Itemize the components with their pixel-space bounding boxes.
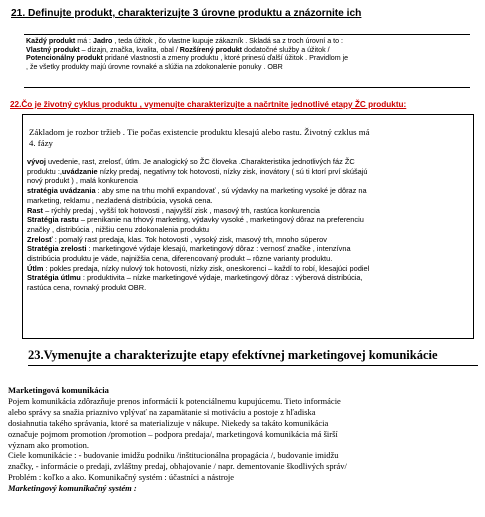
product-levels-text: Rozšírený produkt — [179, 45, 243, 54]
life-cycle-line-7 — [27, 215, 364, 224]
life-cycle-text: – prenikanie na trhový marketing, výdavky vysoké , marketingový dôraz na preferenciu — [78, 215, 364, 225]
life-cycle-text: : pomalý rast predaja, klas. Tok hotovosti , vysoký zisk, masový trh, mnoho súperov — [52, 234, 327, 244]
life-cycle-text: produktu :, — [27, 166, 62, 176]
heading-question-21-text: 21. Definujte produkt, charakterizujte 3 úrovne produktu a znázornite ich — [11, 8, 362, 19]
product-levels-text: pridané vlastnosti a zmeny produktu , ktoré prinesú ďalší úžitok . Pravidlom je — [102, 54, 349, 63]
product-levels-text: Jadro — [93, 37, 113, 45]
life-cycle-text: Útlm — [27, 263, 44, 273]
marketing-communication-line-3 — [8, 407, 316, 418]
life-cycle-text: : marketingové výdaje klesajú, marketingový dôraz : vernosť značke , intenzívna — [86, 244, 351, 254]
product-levels-text: má : — [75, 37, 94, 45]
life-cycle-text: : aby sme na trhu mohli expandovať , sú výdavky na marketing vysoké je dôraz na — [95, 186, 367, 196]
marketing-communication-text: značky, - informácie o predaji, zvláštny predaj, obhajovanie / napr. dementovanie škodlivých správ/ — [8, 461, 347, 472]
marketing-communication-text: Marketingová komunikácia — [8, 385, 109, 395]
life-cycle-text: Stratégia rastu — [27, 215, 79, 225]
product-levels-text: , teda úžitok , čo vlastne kupuje zákazník . Skladá sa z troch úrovní a to : — [112, 37, 344, 45]
life-cycle-line-11 — [27, 254, 332, 263]
marketing-communication-line-5 — [8, 429, 338, 440]
marketing-communication-text: alebo správy sa snažia priaznivo vplývať na zapamätanie si motiváciu a postoje z hľadiska — [8, 406, 316, 417]
life-cycle-line-1 — [27, 157, 355, 166]
life-cycle-text: uvedenie, rast, zrelosť, útlm. Je analogický so ŽC človeka .Charakteristika jednotlivých fáz ŽC — [45, 157, 355, 166]
life-cycle-line-2 — [27, 167, 368, 176]
life-cycle-line-9 — [27, 235, 327, 244]
marketing-communication-text: význam ako promotion. — [8, 439, 89, 450]
heading-question-22: 22.Čo je životný cyklus produktu , vymenujte charakterizujte a načrtnite jednotlivé etapy ŽC produktu: — [10, 100, 407, 109]
product-levels-text: Vlastný produkt — [26, 45, 80, 54]
life-cycle-text: marketing, reklamu , nezladená distribúcia, vysoká cena. — [27, 195, 213, 205]
life-cycle-text: Zrelosť — [27, 234, 53, 244]
product-levels-text: Každý produkt — [26, 37, 76, 45]
marketing-communication-line-9 — [8, 472, 234, 483]
product-levels-line-1 — [26, 37, 343, 46]
heading-question-21 — [11, 8, 481, 19]
product-levels-text: , že všetky produkty majú úrovne rovnaké a slúžia na zdokonalenie ponuky . OBR — [26, 63, 283, 72]
life-cycle-text: Stratégia útlmu — [27, 273, 81, 283]
marketing-communication-line-8 — [8, 461, 347, 472]
marketing-communication-line-4 — [8, 418, 328, 429]
marketing-communication-line-7 — [8, 450, 338, 461]
product-levels-line-2 — [26, 46, 330, 55]
life-cycle-text: rastúca cena, rovnaký produkt OBR. — [27, 283, 147, 293]
life-cycle-intro-line-1: Základom je rozbor tržieb . Tie počas existencie produktu klesajú alebo rastu. Životný czklus má — [29, 127, 370, 137]
life-cycle-line-4 — [27, 186, 367, 195]
life-cycle-text: distribúcia produktu je váde, najnižšia cena, diferencovaný produkt – rôzne varianty produktu. — [27, 254, 333, 263]
marketing-communication-line-2 — [8, 396, 341, 407]
product-levels-text: – dizajn, značka, kvalita, obal / — [79, 45, 180, 54]
life-cycle-text: stratégia uvádzania — [27, 186, 96, 196]
product-levels-text: dodatočné služby a úžitok / — [242, 45, 330, 54]
life-cycle-text: Stratégia zrelosti — [27, 244, 87, 254]
life-cycle-line-5 — [27, 196, 213, 205]
life-cycle-line-3 — [27, 176, 138, 185]
marketing-communication-line-10 — [8, 483, 137, 494]
product-levels-text: Potencionálny produkt — [26, 54, 103, 63]
marketing-communication-line-1 — [8, 385, 109, 396]
life-cycle-text: nízky predaj, negatívny tok hotovosti, nízky zisk, inovátory ( sú ti ktorí prví skúšajú — [97, 166, 368, 176]
marketing-communication-line-6 — [8, 440, 89, 451]
marketing-communication-text: Marketingový komunikačný systém : — [8, 483, 137, 494]
life-cycle-text: : produktivita – nízke marketingové výdaje, marketingový dôraz : výberová distribúcia, — [80, 273, 363, 283]
life-cycle-intro-line-2: 4. fázy — [29, 138, 53, 148]
life-cycle-text: – rýchly predaj , vyšší tok hotovosti , najvyšší zisk , masový trh, rastúca konkurencia — [43, 205, 320, 215]
life-cycle-line-8 — [27, 225, 209, 234]
life-cycle-text: uvádzanie — [61, 166, 98, 176]
life-cycle-text: : pokles predaja, nízky nulový tok hotovosti, nízky zisk, oneskorenci – každí to robí, klesajúci podiel — [43, 263, 370, 273]
marketing-communication-text: Ciele komunikácie : - budovanie imidžu podniku /inštitucionálna propagácia /, budovanie imidžu — [8, 450, 339, 461]
life-cycle-line-6 — [27, 206, 320, 215]
marketing-communication-text: dosiahnutia takého správania, ktoré sa materializuje v nákupe. Niekedy sa takáto komunikácia — [8, 417, 329, 428]
heading-question-23: 23.Vymenujte a charakterizujte etapy efektívnej marketingovej komunikácie — [28, 348, 478, 366]
life-cycle-line-14 — [27, 283, 146, 292]
marketing-communication-text: Pojem komunikácia zdôrazňuje prenos informácií k potenciálnemu kupujúcemu. Tieto informácie — [8, 395, 341, 406]
product-levels-line-3 — [26, 54, 348, 63]
life-cycle-line-13 — [27, 273, 363, 282]
product-life-cycle-box — [22, 114, 474, 339]
life-cycle-line-12 — [27, 264, 369, 273]
life-cycle-line-10 — [27, 244, 351, 253]
life-cycle-text: vývoj — [27, 157, 46, 166]
marketing-communication-text: Problém : koľko a ako. Komunikačný systém : účastníci a nástroje — [8, 472, 235, 483]
product-levels-box — [24, 34, 470, 88]
life-cycle-text: značky , distribúcia , nižšiu cenu zdokonalenia produktu — [27, 224, 209, 234]
product-levels-line-4 — [26, 63, 283, 72]
life-cycle-text: nový produkt ) , malá konkurencia — [27, 176, 138, 186]
life-cycle-text: Rast — [27, 205, 44, 215]
marketing-communication-text: označuje pojmom promotion /promotion – podpora predaja/, marketingová komunikácia má širší — [8, 428, 338, 439]
